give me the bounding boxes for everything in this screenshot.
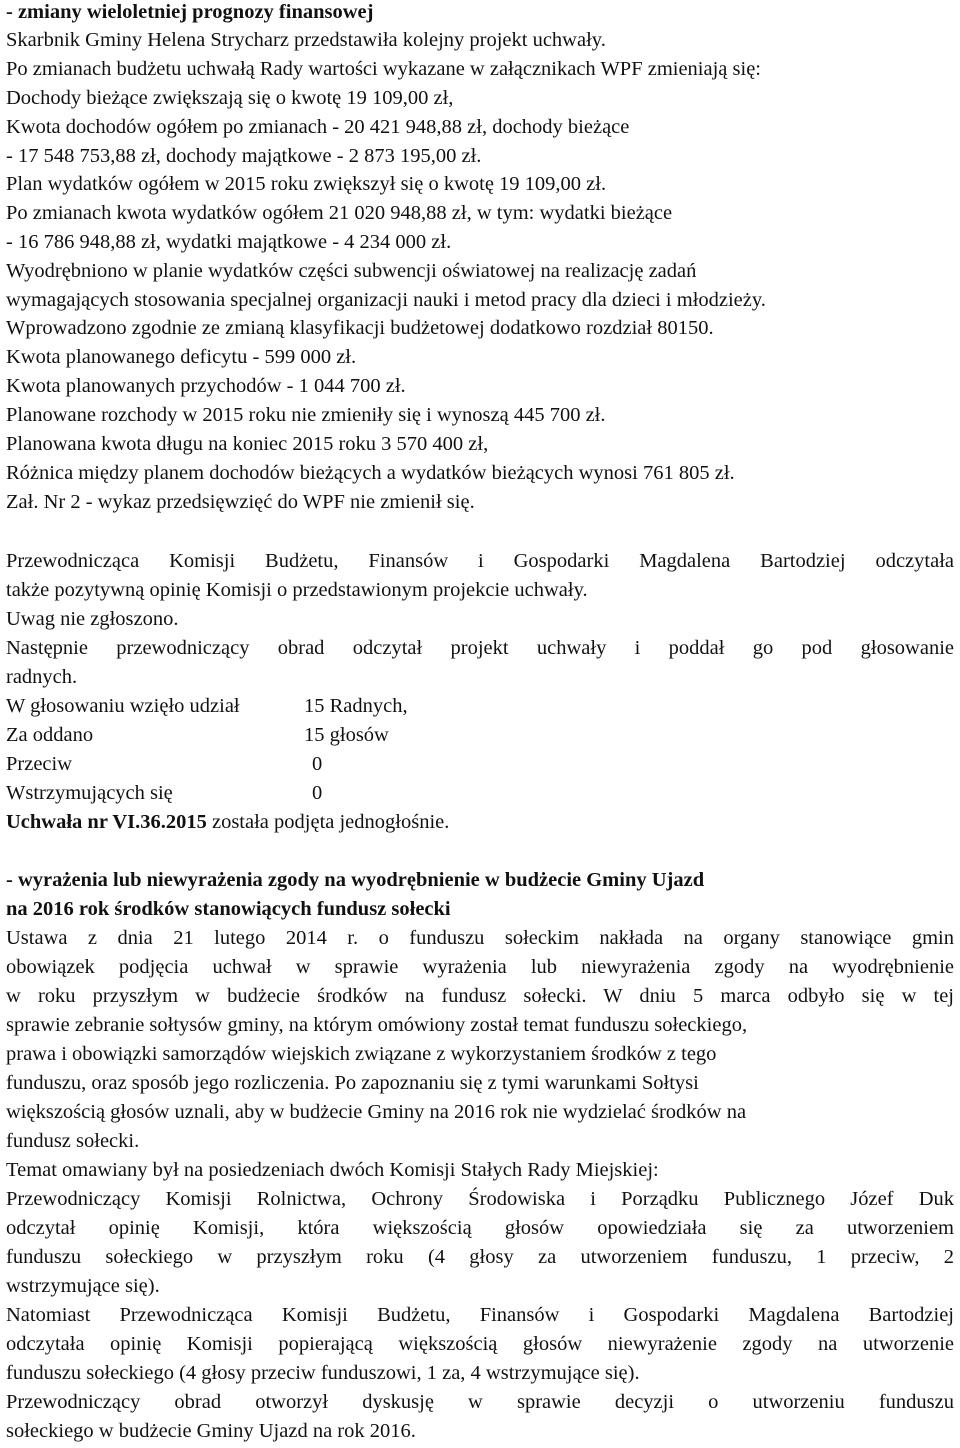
paragraph-line: większością głosów uznali, aby w budżecie Gminy na 2016 rok nie wydzielać środków na	[6, 1101, 747, 1123]
paragraph-line: Plan wydatków ogółem w 2015 roku zwiększył się o kwotę 19 109,00 zł.	[6, 173, 607, 195]
resolution-status: została podjęta jednogłośnie.	[206, 811, 450, 833]
section-heading-wpf: - zmiany wieloletniej prognozy finansowej	[6, 1, 374, 23]
opinion-line: Przewodnicząca Komisji Budżetu, Finansów i Gospodarki Magdalena Bartodziej odczytała	[6, 550, 954, 572]
paragraph-line: Temat omawiany był na posiedzeniach dwóch Komisji Stałych Rady Miejskiej:	[6, 1159, 659, 1181]
paragraph-line: sprawie zebranie sołtysów gminy, na którym omówiony został temat funduszu sołeckiego,	[6, 1014, 748, 1036]
opinion-line: radnych.	[6, 666, 78, 688]
paragraph-line: wymagających stosowania specjalnej organizacji nauki i metod pracy dla dzieci i młodzieży.	[6, 289, 766, 311]
paragraph-line: Dochody bieżące zwiększają się o kwotę 19 109,00 zł,	[6, 87, 454, 109]
opinion-line: Następnie przewodniczący obrad odczytał projekt uchwały i poddał go pod głosowanie	[6, 637, 954, 659]
paragraph-line: wstrzymujące się).	[6, 1275, 160, 1297]
vote-abstain-row	[6, 779, 954, 808]
section-heading-fundusz-cont: na 2016 rok środków stanowiących fundusz sołecki	[6, 898, 451, 920]
paragraph-line: Kwota planowanego deficytu - 599 000 zł.	[6, 346, 357, 368]
paragraph-line: Zał. Nr 2 - wykaz przedsięwzięć do WPF nie zmienił się.	[6, 491, 475, 513]
opinion-line: Uwag nie zgłoszono.	[6, 608, 179, 630]
vote-against-label: Przeciw	[6, 753, 73, 775]
vote-participants-label: W głosowaniu wzięło udział	[6, 695, 240, 717]
paragraph-line: Planowana kwota długu na koniec 2015 roku 3 570 400 zł,	[6, 433, 489, 455]
vote-for-label: Za oddano	[6, 724, 94, 746]
paragraph-line: Po zmianach kwota wydatków ogółem 21 020 948,88 zł, w tym: wydatki bieżące	[6, 202, 673, 224]
paragraph-line: Ustawa z dnia 21 lutego 2014 r. o funduszu sołeckim nakłada na organy stanowiące gmin	[6, 927, 954, 949]
paragraph-line: funduszu sołeckiego (4 głosy przeciw funduszowi, 1 za, 4 wstrzymujące się).	[6, 1362, 640, 1384]
paragraph-line: Wyodrębniono w planie wydatków części subwencji oświatowej na realizację zadań	[6, 260, 697, 282]
vote-participants-row	[6, 692, 954, 721]
paragraph-line: obowiązek podjęcia uchwał w sprawie wyrażenia lub niewyrażenia zgody na wyodrębnienie	[6, 956, 954, 978]
section-heading-fundusz: - wyrażenia lub niewyrażenia zgody na wyodrębnienie w budżecie Gminy Ujazd	[6, 869, 705, 891]
paragraph-line: funduszu sołeckiego w przyszłym roku (4 głosy za utworzeniem funduszu, 1 przeciw, 2	[6, 1246, 954, 1268]
opinion-line: także pozytywną opinię Komisji o przedstawionym projekcie uchwały.	[6, 579, 588, 601]
paragraph-line: Planowane rozchody w 2015 roku nie zmieniły się i wynoszą 445 700 zł.	[6, 404, 606, 426]
paragraph-line: Skarbnik Gminy Helena Strycharz przedstawiła kolejny projekt uchwały.	[6, 29, 606, 51]
vote-against-row	[6, 750, 954, 779]
paragraph-line: Kwota dochodów ogółem po zmianach - 20 421 948,88 zł, dochody bieżące	[6, 116, 630, 138]
paragraph-line: Po zmianach budżetu uchwałą Rady wartości wykazane w załącznikach WPF zmieniają się:	[6, 58, 761, 80]
paragraph-line: - 16 786 948,88 zł, wydatki majątkowe - 4 234 000 zł.	[6, 231, 452, 253]
resolution-line	[6, 808, 954, 837]
paragraph-line: sołeckiego w budżecie Gminy Ujazd na rok 2016.	[6, 1420, 416, 1442]
paragraph-line: fundusz sołecki.	[6, 1130, 140, 1152]
vote-abstain-value: 0	[312, 782, 323, 804]
paragraph-line: odczytał opinię Komisji, która większością głosów opowiedziała się za utworzeniem	[6, 1217, 954, 1239]
vote-for-row	[6, 721, 954, 750]
vote-abstain-label: Wstrzymujących się	[6, 782, 173, 804]
paragraph-line: funduszu, oraz sposób jego rozliczenia. Po zapoznaniu się z tymi warunkami Sołtysi	[6, 1072, 699, 1094]
vote-for-value: 15 głosów	[304, 724, 389, 746]
paragraph-line: Przewodniczący Komisji Rolnictwa, Ochrony Środowiska i Porządku Publicznego Józef Duk	[6, 1188, 954, 1210]
paragraph-line: Przewodniczący obrad otworzył dyskusję w sprawie decyzji o utworzeniu funduszu	[6, 1391, 954, 1413]
resolution-number: Uchwała nr VI.36.2015	[6, 811, 207, 833]
paragraph-line: Kwota planowanych przychodów - 1 044 700 zł.	[6, 375, 406, 397]
vote-participants-value: 15 Radnych,	[304, 695, 408, 717]
paragraph-line: w roku przyszłym w budżecie środków na fundusz sołecki. W dniu 5 marca odbyło się w tej	[6, 985, 954, 1007]
paragraph-line: Różnica między planem dochodów bieżących a wydatków bieżących wynosi 761 805 zł.	[6, 462, 735, 484]
paragraph-line: - 17 548 753,88 zł, dochody majątkowe - 2 873 195,00 zł.	[6, 145, 482, 167]
paragraph-line: Wprowadzono zgodnie ze zmianą klasyfikacji budżetowej dodatkowo rozdział 80150.	[6, 317, 714, 339]
paragraph-line: odczytała opinię Komisji popierającą większością głosów niewyrażenie zgody na utworzenie	[6, 1333, 954, 1355]
paragraph-line: prawa i obowiązki samorządów wiejskich związane z wykorzystaniem środków z tego	[6, 1043, 717, 1065]
vote-against-value: 0	[312, 753, 323, 775]
paragraph-line: Natomiast Przewodnicząca Komisji Budżetu, Finansów i Gospodarki Magdalena Bartodziej	[6, 1304, 954, 1326]
